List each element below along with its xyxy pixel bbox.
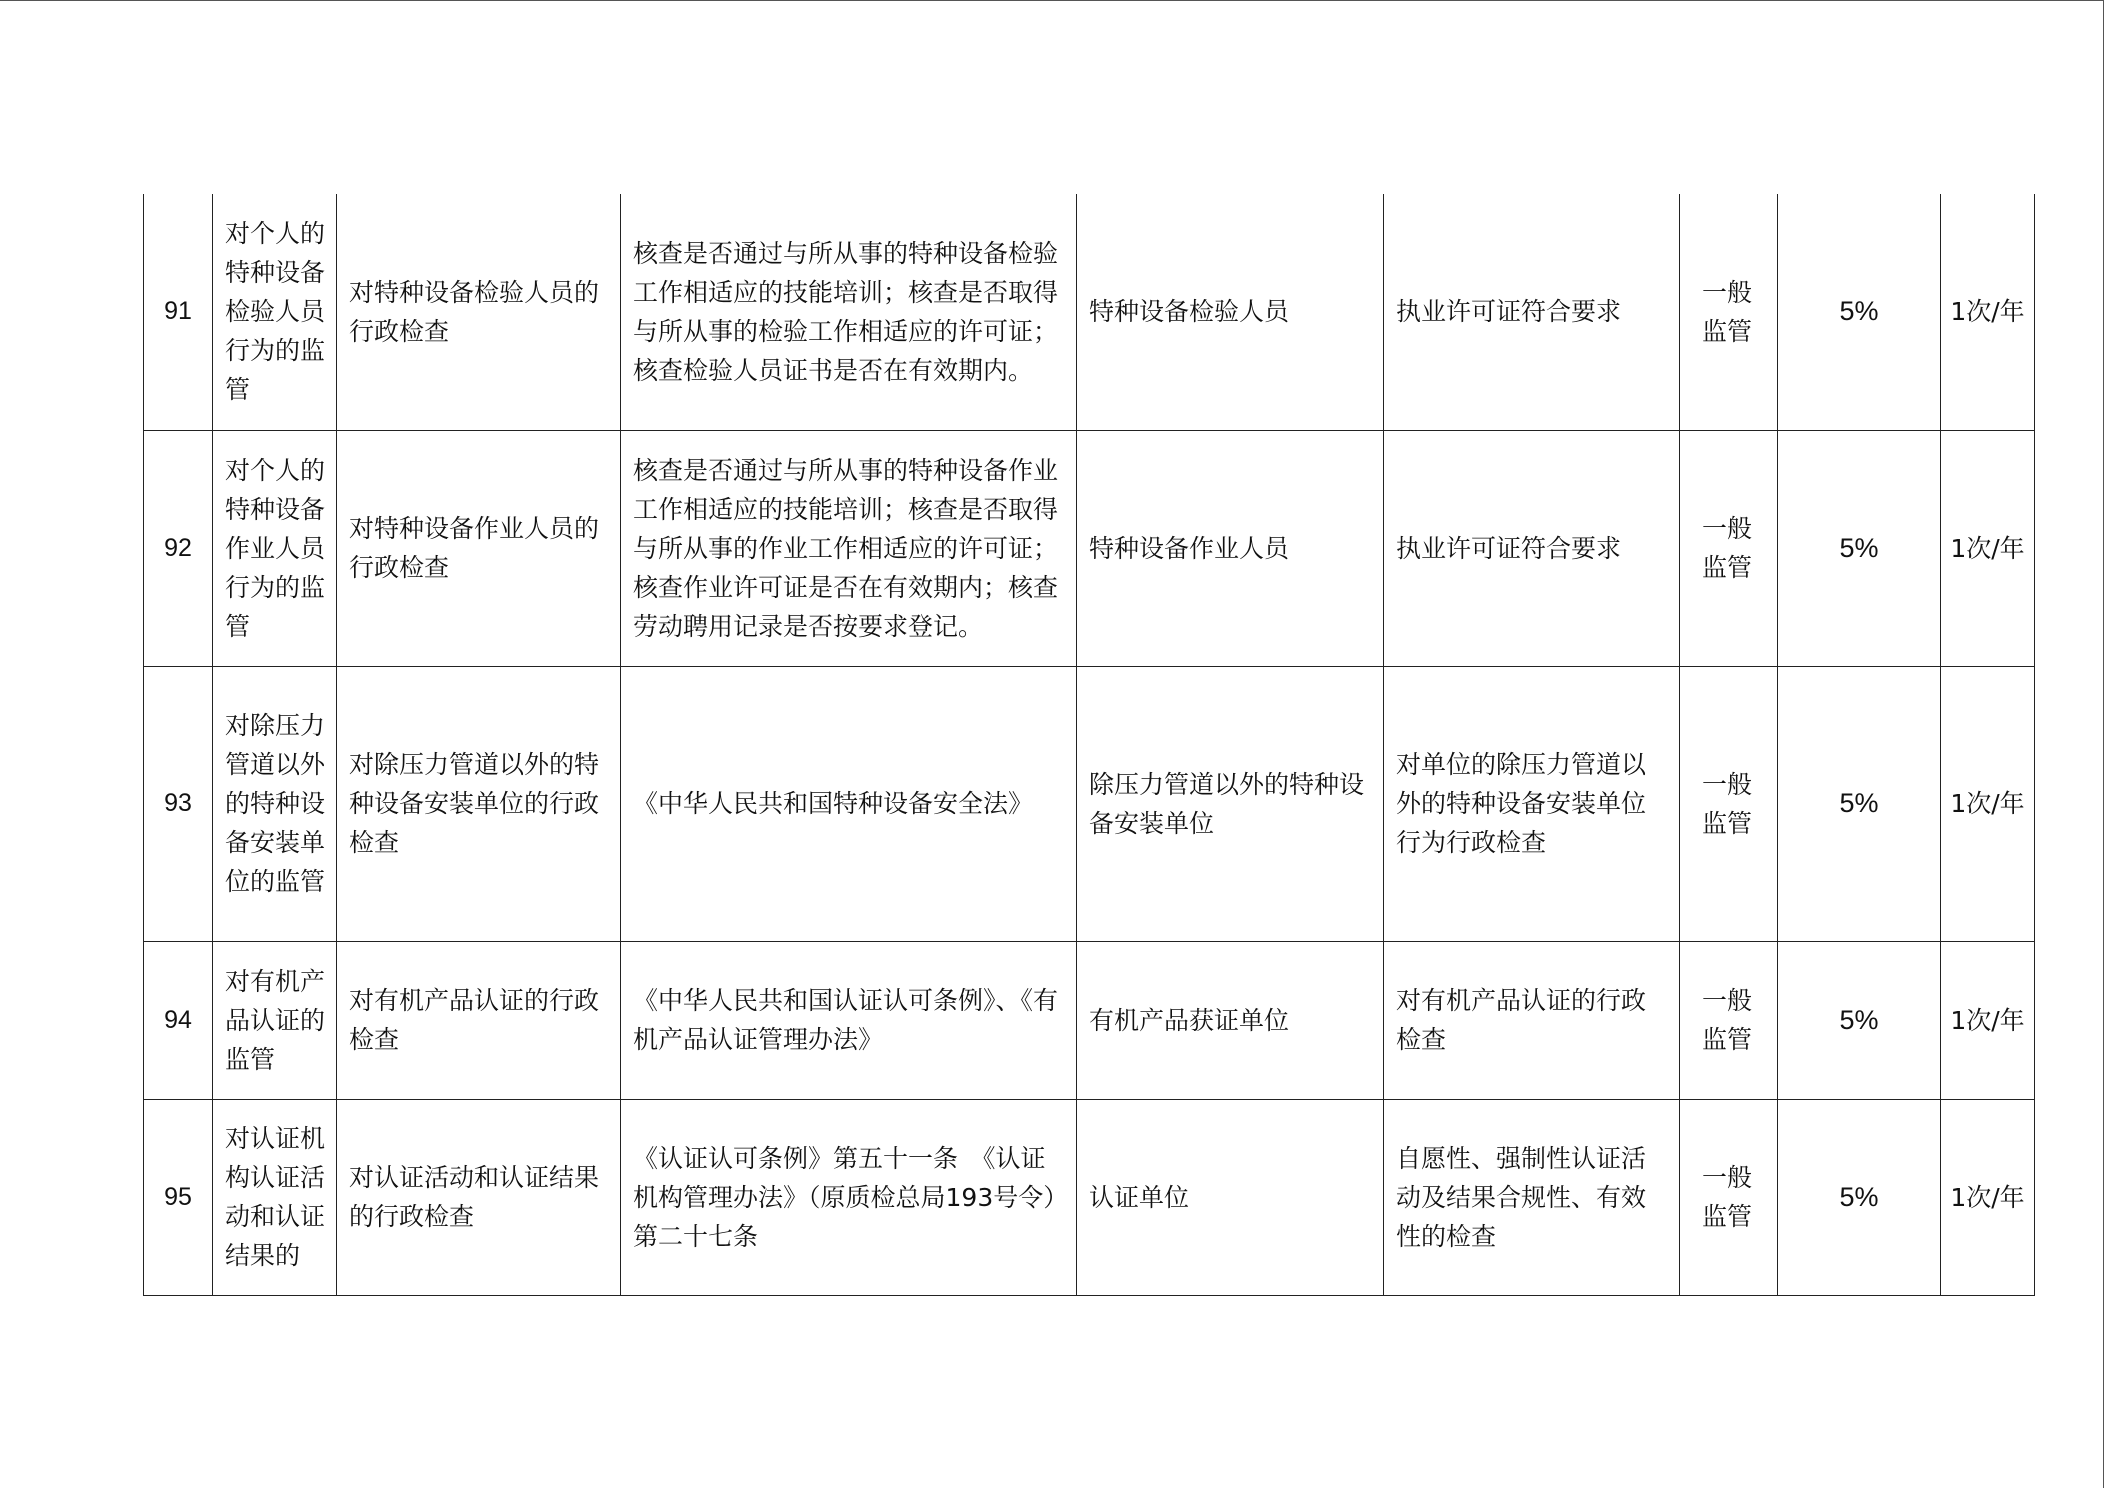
inspection-basis: 《中华人民共和国特种设备安全法》 — [621, 666, 1077, 941]
inspection-object: 除压力管道以外的特种设备安装单位 — [1077, 666, 1384, 941]
supervision-level: 一般监管 — [1680, 941, 1778, 1099]
table-row — [144, 666, 2035, 941]
page-top-border — [0, 0, 2104, 1]
table-row — [144, 1099, 2035, 1295]
inspection-content: 执业许可证符合要求 — [1384, 194, 1680, 430]
sampling-ratio: 5% — [1778, 941, 1941, 1099]
inspection-content: 执业许可证符合要求 — [1384, 430, 1680, 666]
row-number: 94 — [144, 941, 213, 1099]
inspection-frequency: 1次/年 — [1941, 666, 2035, 941]
inspection-frequency: 1次/年 — [1941, 1099, 2035, 1295]
sampling-ratio: 5% — [1778, 666, 1941, 941]
row-number: 92 — [144, 430, 213, 666]
inspection-object: 特种设备作业人员 — [1077, 430, 1384, 666]
inspection-item: 对除压力管道以外的特种设备安装单位的行政检查 — [337, 666, 621, 941]
row-number: 95 — [144, 1099, 213, 1295]
supervision-level: 一般监管 — [1680, 666, 1778, 941]
supervision-item: 对除压力管道以外的特种设备安装单位的监管 — [213, 666, 337, 941]
inspection-basis: 《中华人民共和国认证认可条例》、《有机产品认证管理办法》 — [621, 941, 1077, 1099]
supervision-table — [143, 194, 2035, 1296]
inspection-frequency: 1次/年 — [1941, 941, 2035, 1099]
inspection-item: 对认证活动和认证结果的行政检查 — [337, 1099, 621, 1295]
inspection-content: 对单位的除压力管道以外的特种设备安装单位行为行政检查 — [1384, 666, 1680, 941]
inspection-frequency: 1次/年 — [1941, 194, 2035, 430]
sampling-ratio: 5% — [1778, 1099, 1941, 1295]
supervision-level: 一般监管 — [1680, 1099, 1778, 1295]
inspection-item: 对特种设备检验人员的行政检查 — [337, 194, 621, 430]
supervision-level: 一般监管 — [1680, 430, 1778, 666]
inspection-object: 认证单位 — [1077, 1099, 1384, 1295]
inspection-item: 对特种设备作业人员的行政检查 — [337, 430, 621, 666]
table-row — [144, 430, 2035, 666]
inspection-object: 特种设备检验人员 — [1077, 194, 1384, 430]
table-row — [144, 941, 2035, 1099]
sampling-ratio: 5% — [1778, 194, 1941, 430]
supervision-level: 一般监管 — [1680, 194, 1778, 430]
inspection-basis: 《认证认可条例》第五十一条 《认证机构管理办法》（原质检总局193号令）第二十七条 — [621, 1099, 1077, 1295]
row-number: 93 — [144, 666, 213, 941]
sampling-ratio: 5% — [1778, 430, 1941, 666]
supervision-item: 对个人的特种设备作业人员行为的监管 — [213, 430, 337, 666]
inspection-basis: 核查是否通过与所从事的特种设备作业工作相适应的技能培训；核查是否取得与所从事的作业工作相适应的许可证；核查作业许可证是否在有效期内；核查劳动聘用记录是否按要求登记。 — [621, 430, 1077, 666]
inspection-basis: 核查是否通过与所从事的特种设备检验工作相适应的技能培训；核查是否取得与所从事的检验工作相适应的许可证；核查检验人员证书是否在有效期内。 — [621, 194, 1077, 430]
table-row — [144, 194, 2035, 430]
supervision-item: 对有机产品认证的监管 — [213, 941, 337, 1099]
inspection-content: 对有机产品认证的行政检查 — [1384, 941, 1680, 1099]
inspection-object: 有机产品获证单位 — [1077, 941, 1384, 1099]
row-number: 91 — [144, 194, 213, 430]
inspection-frequency: 1次/年 — [1941, 430, 2035, 666]
inspection-content: 自愿性、强制性认证活动及结果合规性、有效性的检查 — [1384, 1099, 1680, 1295]
inspection-item: 对有机产品认证的行政检查 — [337, 941, 621, 1099]
supervision-item: 对个人的特种设备检验人员行为的监管 — [213, 194, 337, 430]
supervision-item: 对认证机构认证活动和认证结果的 — [213, 1099, 337, 1295]
